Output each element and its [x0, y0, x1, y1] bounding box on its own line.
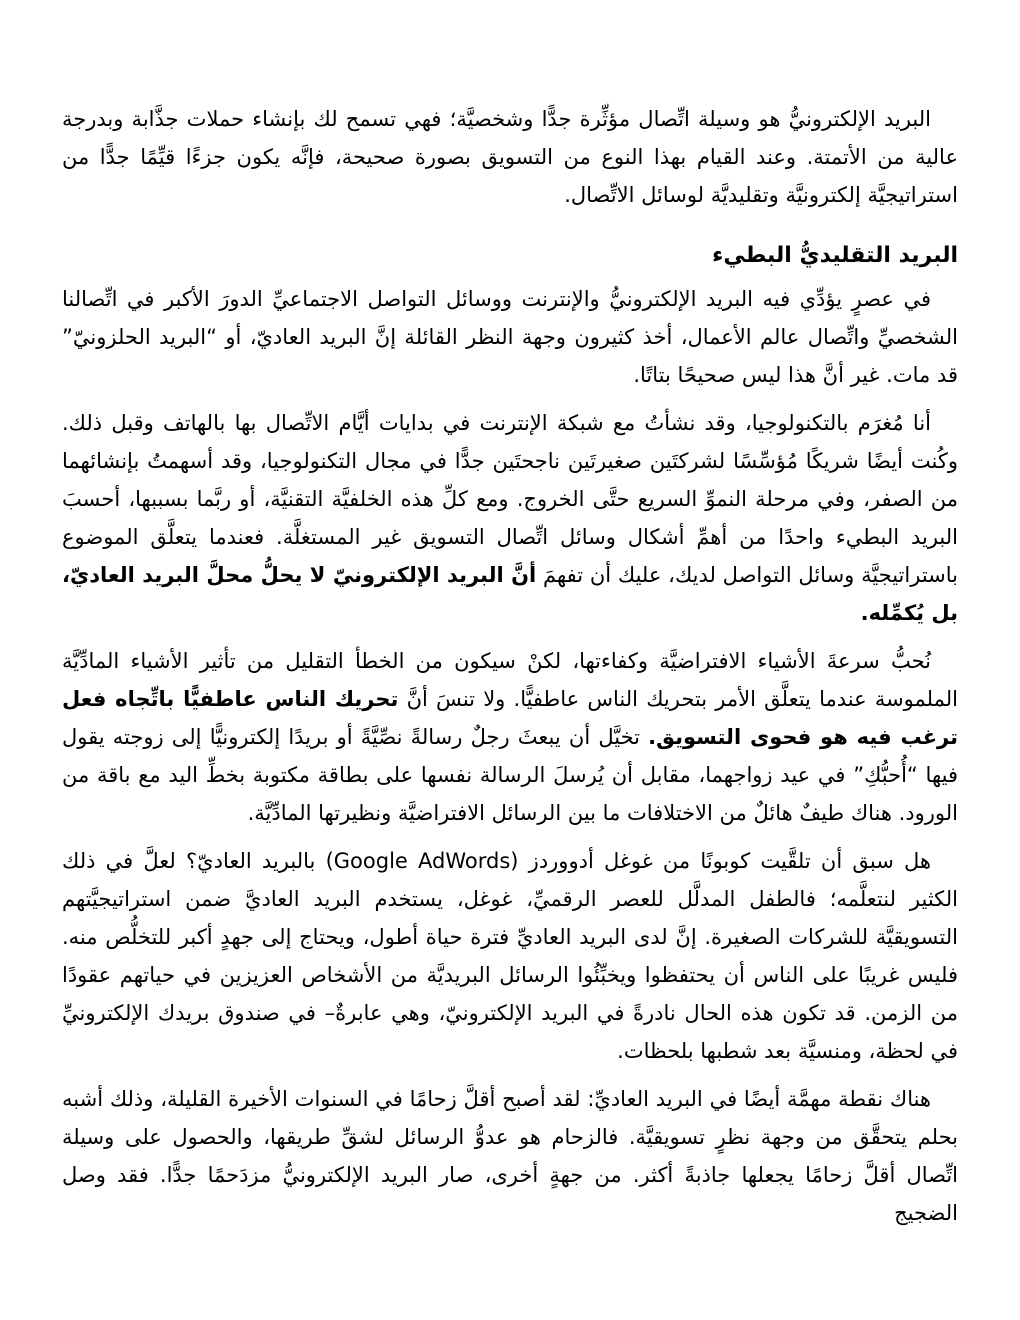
paragraph-virtual-vs-physical: [62, 642, 958, 832]
paragraph-mail-is-dead-claim: [62, 280, 958, 394]
paragraph-less-crowded-mail: [62, 1080, 958, 1232]
paragraph-text: البريد الإلكترونيُّ هو وسيلة اتِّصال مؤثِّرة جدًّا وشخصيَّة؛ فهي تسمح لك بإنشاء حملات جذَّابة وبدرجة عالية من الأتمتة. وعند القيام بهذا النوع من التسويق بصورة صحيحة، فإنَّه يكون جزءًا قيِّمًا جدًّا من استراتيجيَّة إلكترونيَّة وتقليديَّة لوسائل الاتِّصال.: [62, 107, 958, 207]
paragraph-text: تخيَّل أن يبعثَ رجلٌ رسالةً نصِّيَّةً أو بريدًا إلكترونيًّا إلى زوجته يقول فيها “أُحبُّكِ” في عيد زواجهما، مقابل أن يُرسلَ الرسالة نفسها على بطاقة مكتوبة بخطِّ اليد مع باقة من الورود. هناك طيفٌ هائلٌ من الاختلافات ما بين الرسائل الافتراضيَّة ونظيرتها المادِّيَّة.: [62, 725, 958, 825]
paragraph-email-intro: [62, 100, 958, 214]
paragraph-bold-emphasis: أنَّ البريد الإلكترونيّ لا يحلُّ محلَّ البريد العاديّ، بل يُكمِّله.: [62, 563, 958, 625]
paragraph-text: أنا مُغرَم بالتكنولوجيا، وقد نشأتُ مع شبكة الإنترنت في بدايات أيَّام الاتِّصال بها بالهاتف وقبل ذلك. وكُنت أيضًا شريكًا مُؤسِّسًا لشركتَين صغيرتَين ناجحتَين جدًّا في مجال التكنولوجيا، وقد أسهمتُ بإنشائهما من الصفر، وفي مرحلة النموِّ السريع حتَّى الخروج. ومع كلِّ هذه الخلفيَّة التقنيَّة، أو ربَّما بسببها، أحسبَ البريد البطيء واحدًا من أهمِّ أشكال وسائل اتِّصال التسويق غير المستغلَّة. فعندما يتعلَّق الموضوع باستراتيجيَّة وسائل التواصل لديك، عليك أن تفهمَ: [62, 411, 958, 587]
paragraph-text: هناك نقطة مهمَّة أيضًا في البريد العاديِّ: لقد أصبح أقلَّ زحامًا في السنوات الأخيرة القليلة، وذلك أشبه بحلم يتحقَّق من وجهة نظرٍ تسويقيَّة. فالزحام هو عدوُّ الرسائل لشقِّ طريقها، والحصول على وسيلة اتِّصال أقلَّ زحامًا يجعلها جاذبةً أكثر. من جهةٍ أخرى، صار البريد الإلكترونيُّ مزدَحمًا جدًّا. فقد وصل الضجيج: [62, 1087, 958, 1225]
section-heading-traditional-mail: البريد التقليديُّ البطيء: [712, 243, 958, 268]
paragraph-text: نُحبُّ سرعةَ الأشياء الافتراضيَّة وكفاءتها، لكنْ سيكون من الخطأ التقليل من تأثير الأشياء المادِّيَّة الملموسة عندما يتعلَّق الأمر بتحريك الناس عاطفيًّا. ولا تنسَ أنَّ: [62, 649, 958, 711]
paragraph-text: في عصرٍ يؤدِّي فيه البريد الإلكترونيُّ والإنترنت ووسائل التواصل الاجتماعيِّ الدورَ الأكبر في اتِّصالنا الشخصيِّ واتِّصال عالم الأعمال، أخذ كثيرون وجهة النظر القائلة إنَّ البريد العاديّ، أو “البريد الحلزونيّ” قد مات. غير أنَّ هذا ليس صحيحًا بتاتًا.: [62, 287, 958, 387]
paragraph-text: هل سبق أن تلقَّيت كوبونًا من غوغل أدووردز (Google AdWords) بالبريد العاديّ؟ لعلَّ في ذلك الكثير لنتعلَّمه؛ فالطفل المدلَّل للعصر الرقميِّ، غوغل، يستخدم البريد العاديَّ ضمن استراتيجيَّتهم التسويقيَّة للشركات الصغيرة. إنَّ لدى البريد العاديِّ فترة حياة أطول، ويحتاج إلى جهدٍ أكبر للتخلُّص منه. فليس غريبًا على الناس أن يحتفظوا ويخبِّئُوا الرسائل البريديَّة من الأشخاص العزيزين في حياتهم عقودًا من الزمن. قد تكون هذه الحال نادرةً في البريد الإلكترونيّ، وهي عابرةٌ– في صندوق بريدك الإلكترونيِّ في لحظة، ومنسيَّة بعد شطبها بلحظات.: [62, 849, 958, 1063]
paragraph-bold-emphasis: تحريك الناس عاطفيًّا باتِّجاه فعل ترغب فيه هو فحوى التسويق.: [62, 687, 958, 749]
paragraph-google-adwords: [62, 842, 958, 1070]
paragraph-tech-background: [62, 404, 958, 632]
